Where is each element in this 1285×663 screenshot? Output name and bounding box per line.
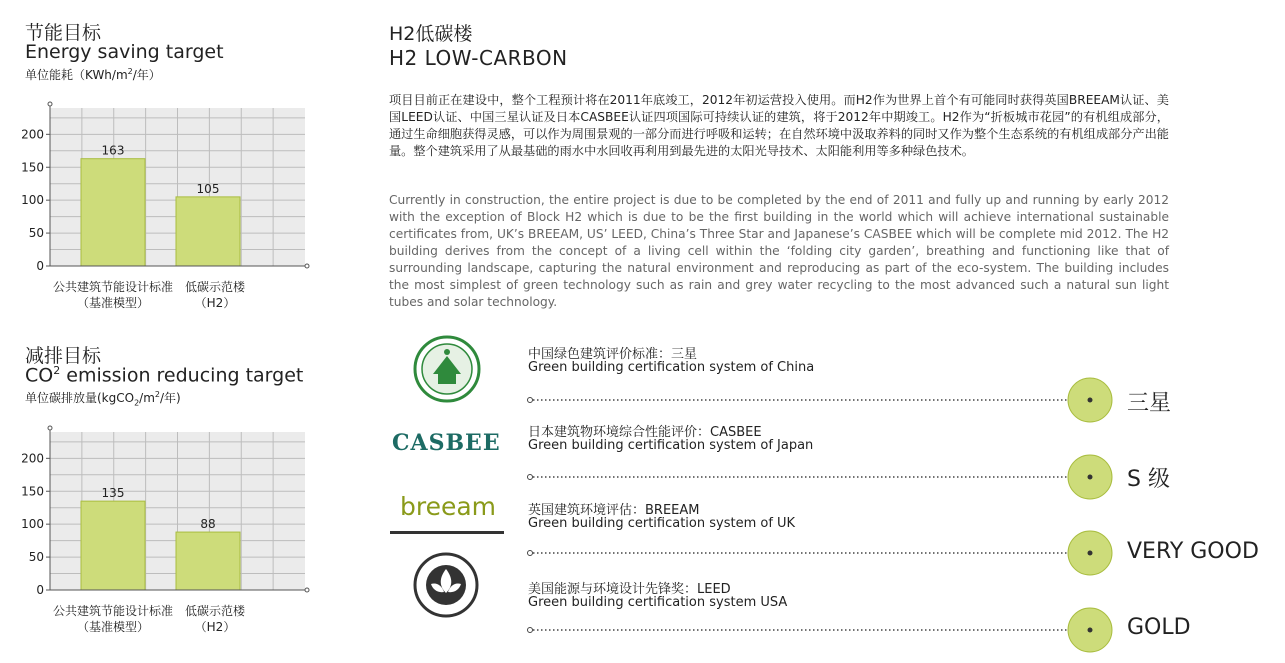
co2-category-label-1-line2: （H2）	[194, 620, 236, 634]
energy-ytick-label-200: 200	[21, 127, 44, 142]
breeam-logo-text: breeam	[400, 492, 497, 521]
co2-bar-1	[176, 532, 240, 590]
energy-bar-label-1: 105	[196, 181, 220, 196]
co2-y-axis-end	[48, 426, 52, 430]
cert-leader-0	[528, 378, 1113, 422]
co2-unit-sup: 2	[154, 390, 160, 399]
article-title-cn: H2低碳楼	[389, 23, 473, 45]
energy-ytick-label-0: 0	[36, 259, 44, 273]
cert-usa-name-cn: 美国能源与环境设计先锋奖：LEED	[528, 582, 731, 597]
cert-japan-name-en: Green building certification system of Japan	[528, 438, 814, 453]
co2-bar-0	[81, 501, 145, 590]
article-title-en: H2 LOW-CARBON	[389, 46, 568, 70]
co2-unit-mid: /m	[139, 391, 155, 405]
energy-bar-0	[81, 159, 145, 266]
energy-category-label-1-line1: 低碳示范楼	[184, 280, 245, 294]
energy-category-label-0-line1: 公共建筑节能设计标准	[52, 280, 173, 294]
co2-title-suffix: emission reducing target	[60, 364, 304, 387]
breeam-logo-icon	[390, 492, 504, 536]
co2-category-label-1	[150, 603, 280, 635]
energy-ytick-label-150: 150	[21, 160, 44, 175]
co2-ytick-label-150: 150	[21, 484, 44, 499]
energy-bar-1	[176, 197, 240, 266]
cert-usa-rating: GOLD	[1127, 615, 1191, 640]
co2-chart-title-cn: 减排目标	[25, 345, 102, 367]
energy-category-label-1	[150, 279, 280, 311]
energy-category-label-0-line2: （基准模型）	[76, 296, 149, 310]
energy-y-axis-end	[48, 102, 52, 106]
co2-chart-unit	[25, 389, 181, 407]
energy-x-axis-end	[305, 264, 309, 268]
co2-title-prefix: CO	[25, 364, 54, 387]
co2-title-sup: 2	[53, 364, 61, 377]
casbee-logo-icon: CASBEE	[392, 430, 501, 456]
cert-usa-name-en: Green building certification system USA	[528, 595, 788, 610]
energy-ytick-label-100: 100	[21, 193, 44, 208]
co2-unit-prefix: 单位碳排放量(kgCO	[25, 391, 135, 405]
energy-unit-prefix: 单位能耗（KWh/m	[25, 68, 128, 82]
co2-ytick-label-100: 100	[21, 517, 44, 532]
co2-ytick-label-200: 200	[21, 451, 44, 466]
energy-category-label-1-line2: （H2）	[194, 296, 236, 310]
energy-chart-unit	[25, 66, 161, 83]
energy-unit-suffix: /年）	[132, 68, 161, 82]
cert-leader-3	[528, 608, 1113, 652]
energy-bar-label-0: 163	[101, 143, 125, 158]
cert-china-name-en: Green building certification system of China	[528, 360, 815, 375]
cert-leader-2	[528, 531, 1113, 575]
co2-category-label-1-line1: 低碳示范楼	[184, 604, 245, 618]
energy-chart-title-cn: 节能目标	[25, 22, 102, 44]
energy-ytick-label-50: 50	[28, 226, 44, 241]
co2-unit-sub: 2	[134, 398, 140, 408]
co2-unit-suffix: /年)	[160, 391, 181, 405]
cert-japan-name-cn: 日本建筑物环境综合性能评价：CASBEE	[528, 425, 762, 440]
china-green-building-label-icon	[412, 334, 482, 404]
co2-ytick-label-0: 0	[36, 583, 44, 597]
co2-ytick-label-50: 50	[28, 550, 44, 565]
co2-chart-title-en	[25, 364, 303, 386]
cert-china-name-cn: 中国绿色建筑评价标准：三星	[528, 347, 698, 362]
usgbc-leed-logo-icon	[413, 552, 479, 618]
article-paragraph-cn: 项目目前正在建设中，整个工程预计将在2011年底竣工，2012年初运营投入使用。而H2作为世界上首个有可能同时获得英国BREEAM认证、美国LEED认证、中国三星认证及日本CASBEE认证四项国际可持续认证的建筑，将于2012年中期竣工。H2作为“折板城市花园”的有机组成部分，通过生命细胞获得灵感，可以作为周围景观的一部分而进行呼吸和运转；在自然环境中汲取养料的同时又作为整个生态系统的有机组成部分产出能量。整个建筑采用了从最基础的雨水中水回收再利用到最先进的太阳光导技术、太阳能利用等多种绿色技术。	[389, 93, 1169, 158]
co2-bar-label-0: 135	[101, 486, 125, 501]
co2-bar-label-1: 88	[200, 517, 216, 532]
co2-x-axis-end	[305, 588, 309, 592]
cert-leader-1	[528, 455, 1113, 499]
cert-japan-rating: S 级	[1127, 467, 1170, 492]
cert-leader-lines	[520, 370, 1120, 660]
co2-category-label-0-line2: （基准模型）	[76, 620, 149, 634]
article-paragraph-en: Currently in construction, the entire project is due to be completed by the end of 2011 and fully up and running by early 2012 with the exception of Block H2 which is due to be the first building in the world which will achieve international sustainable certificates from, UK’s BREEAM, US’ LEED, China’s Three Star and Japanese’s CASBEE which will be complete mid 2012. The H2 building derives from the concept of a living cell within the ‘folding city garden’, breathing and functioning like that of surrounding landscape, capturing the natural environment and reproducing as part of the eco-system. The building includes the most simplest of green technology such as rain and grey water recycling to the most advanced such a natural sun light tubes and solar technology.	[389, 193, 1169, 309]
energy-chart-title-en: Energy saving target	[25, 41, 224, 63]
cert-uk-name-cn: 英国建筑环境评估：BREEAM	[528, 503, 700, 518]
co2-category-label-0-line1: 公共建筑节能设计标准	[52, 604, 173, 618]
cert-china-rating: 三星	[1127, 391, 1172, 416]
cert-uk-rating: VERY GOOD	[1127, 539, 1259, 564]
cert-uk-name-en: Green building certification system of UK	[528, 516, 796, 531]
breeam-logo-underline	[390, 531, 504, 534]
energy-unit-sup: 2	[127, 67, 133, 76]
